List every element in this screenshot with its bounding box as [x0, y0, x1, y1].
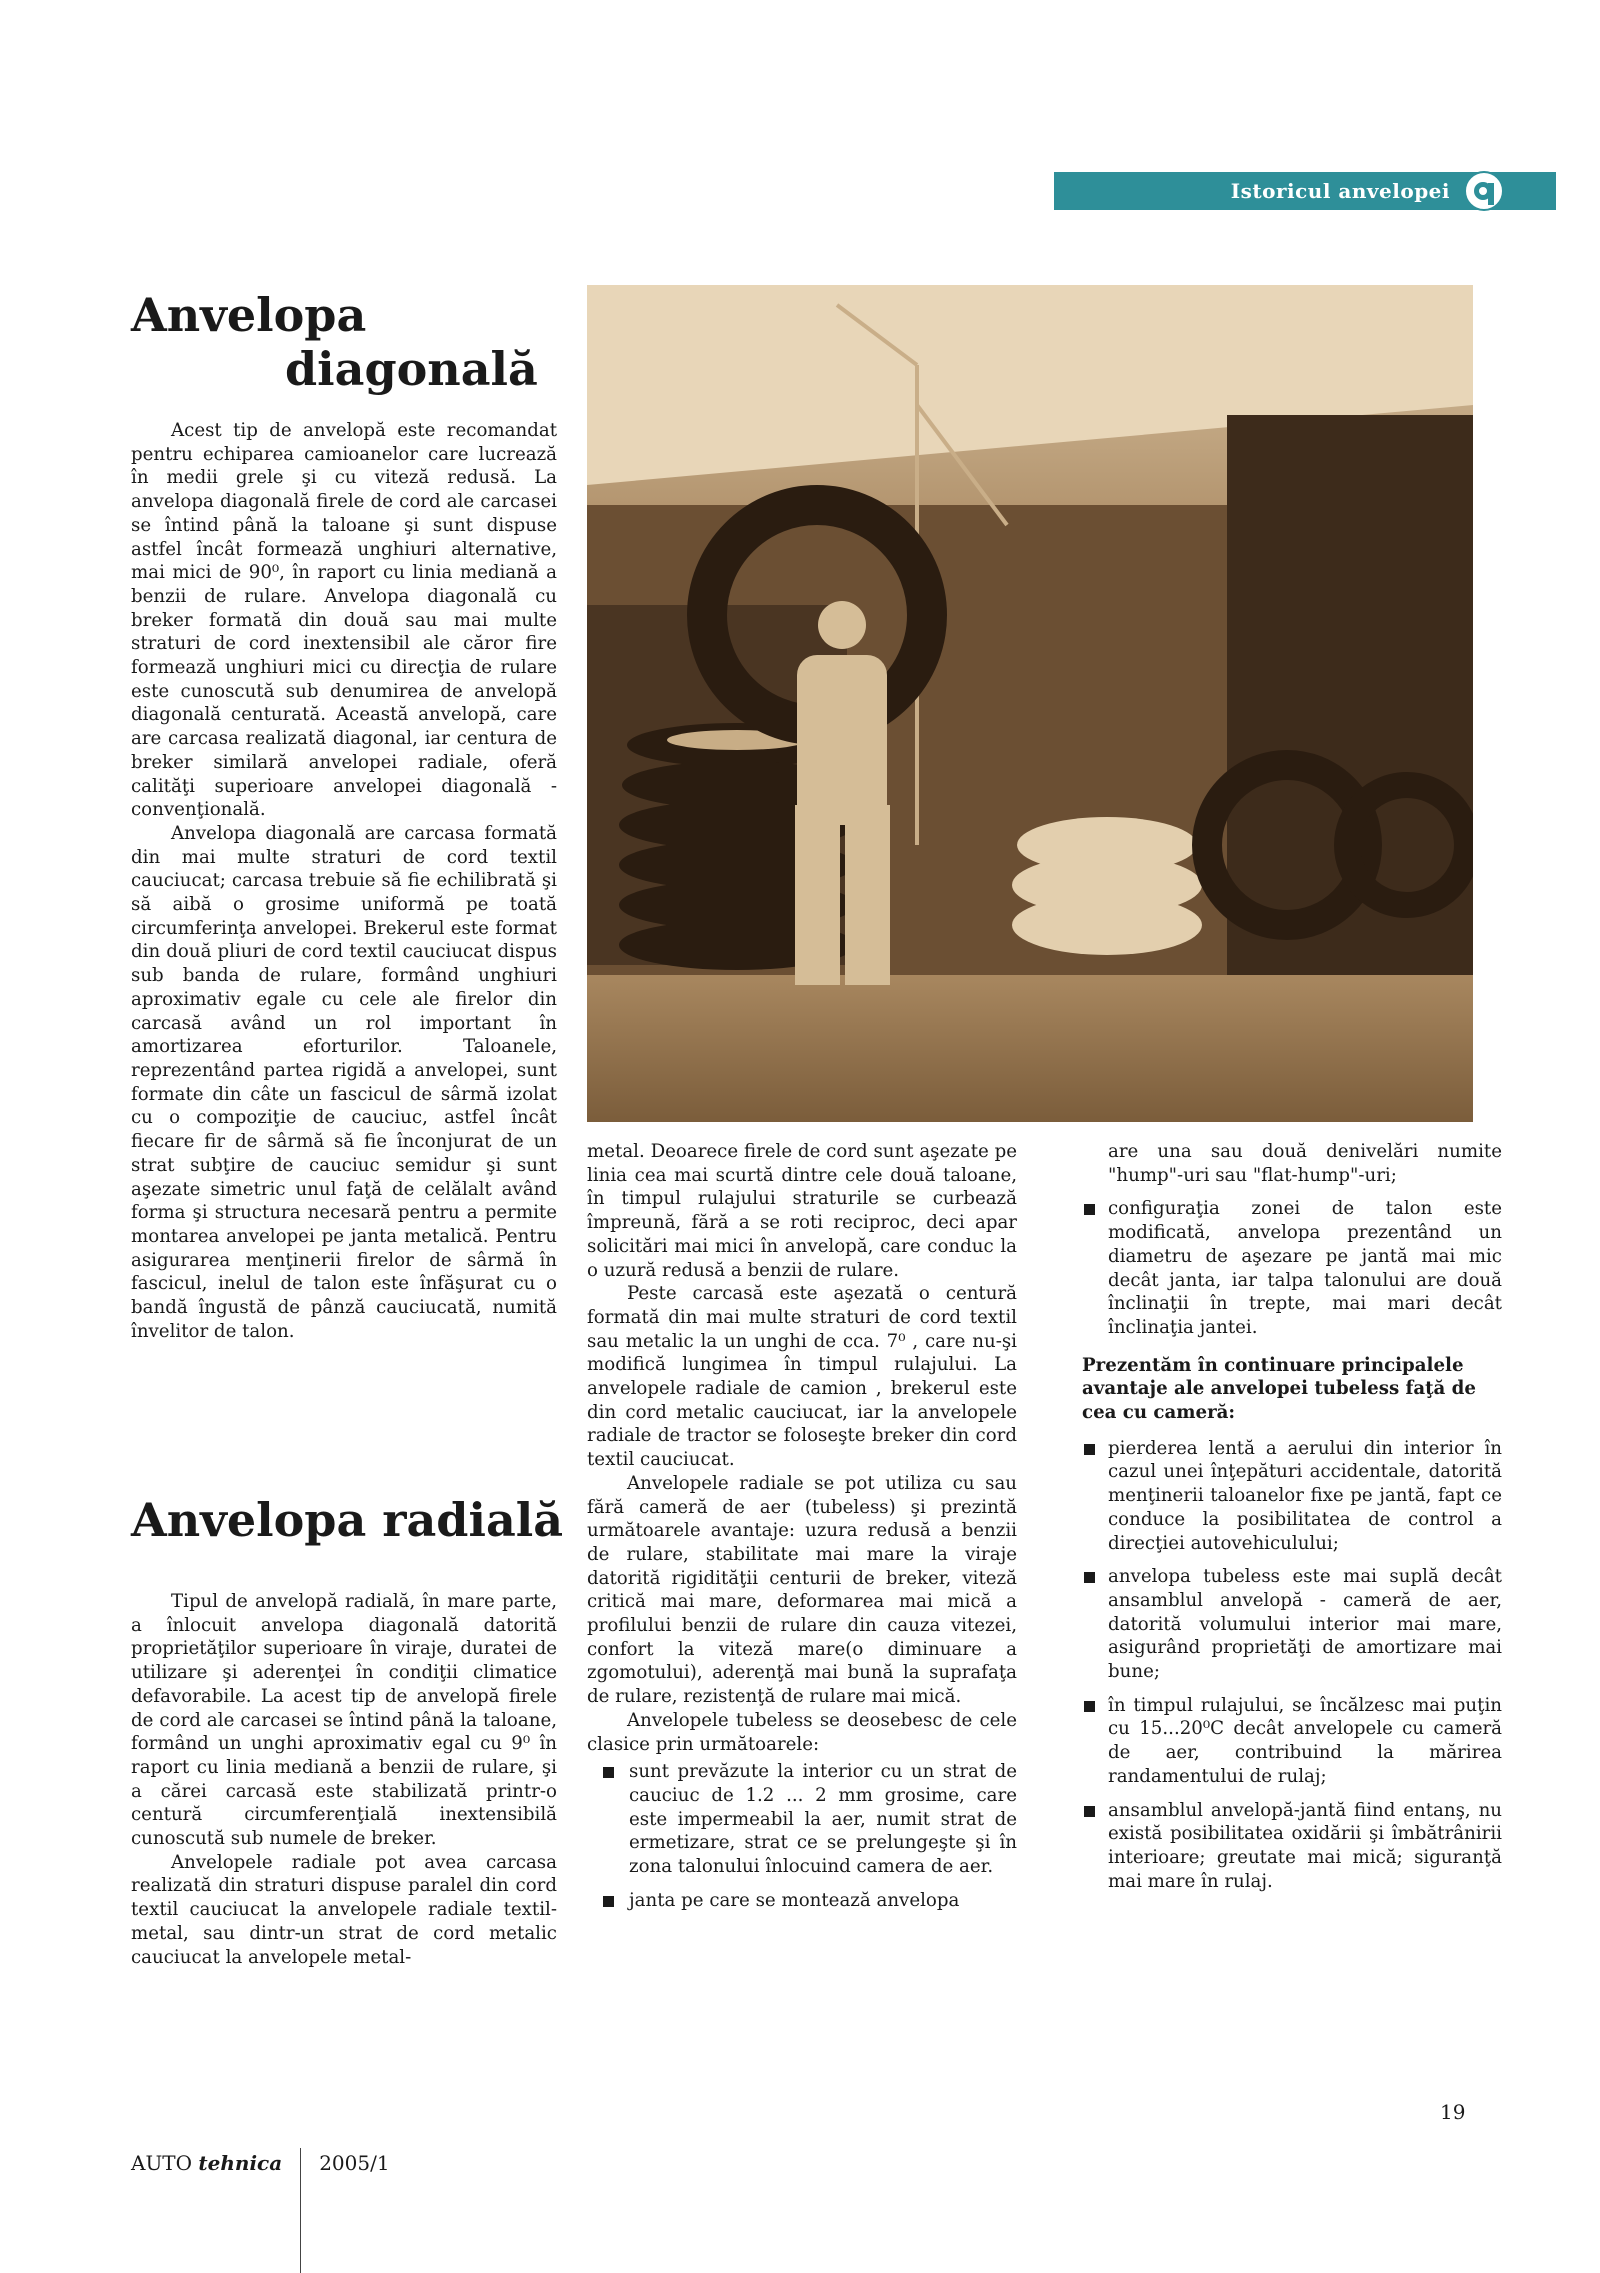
page-footer [131, 2100, 390, 2225]
tubeless-advantages-list [1082, 1437, 1502, 1894]
paragraph: Tipul de anvelopă radială, în mare parte, a înlocuit anvelopa diagonală datorită proprietăţilor superioare în viraje, duratei de utilizare şi aderenţei în condiţii climatice defavorabile. La acest tip de anvelopă firele de cord ale carcasei se întind până la taloane, formând un unghi aproximativ egal cu 9⁰ în raport cu linia mediană a benzii de rulare, şi a cărei carcasă este stabilizată printr-o centură circumferenţială inextensibilă cunoscută sub numele de breker. [131, 1591, 557, 1850]
tubeless-differences-list [587, 1760, 1017, 1912]
list-item: anvelopa tubeless este mai suplă decât ansamblul anvelopă - cameră de aer, datorită volumului interior mai mare, asigurând proprietăţi de amortizare mai bune; [1082, 1565, 1502, 1684]
historic-tire-workshop-photo [587, 285, 1473, 1122]
square-bullet-icon [1084, 1806, 1095, 1817]
list-item: ansamblul anvelopă-jantă fiind entanş, nu există posibilitatea oxidării şi îmbătrânirii interioare; greutate mai mică; siguranţă mai mare în rulaj. [1082, 1799, 1502, 1894]
square-bullet-icon [1084, 1204, 1095, 1215]
paragraph: Anvelopele radiale pot avea carcasa realizată din straturi dispuse paralel din cord textil cauciucat la anvelopele radiale textil-metal, sau dintr-un strat de cord metalic cauciucat la anvelopele metal- [131, 1851, 557, 1968]
square-bullet-icon [1084, 1444, 1095, 1455]
title-line-1: Anvelopa [131, 288, 367, 342]
paragraph: metal. Deoarece firele de cord sunt aşezate pe linia cea mai scurtă dintre cele două taloane, în timpul rulajului straturile se curbează împreună, fără a se roti reciproc, deci apar solicitări mai mici în anvelopă, care conduc la o uzură redusă a benzii de rulare. [587, 1141, 1017, 1281]
article-radial-text-col3 [1082, 1140, 1502, 1903]
square-bullet-icon [1084, 1572, 1095, 1583]
page-number: 19 [1440, 2100, 1466, 2124]
footer-divider [300, 2148, 301, 2273]
paragraph: Peste carcasă este aşezată o centură formată din mai multe straturi de cord textil sau metalic la un unghi de cca. 7⁰ , care nu-şi modifică lungimea în timpul rulajului. La anvelopele radiale de camion , brekerul este din cord metalic cauciucat, iar la anvelopele radiale de tractor se foloseşte breker din cord textil cauciucat. [587, 1283, 1017, 1471]
article-radial-text-col2 [587, 1140, 1017, 1923]
article-radial-text-col1 [131, 1590, 557, 1969]
list-item: sunt prevăzute la interior cu un strat de cauciuc de 1.2 ... 2 mm grosime, care este impermeabil la aer, numit strat de ermetizare, strat ce se prelungeşte şi în zona talonului înlocuind camera de aer. [587, 1760, 1017, 1879]
photo-illustration [587, 285, 1473, 1122]
section-header-bar [1054, 172, 1556, 210]
article-diagonal-text [131, 419, 557, 1343]
article-title-radial: Anvelopa radială [131, 1493, 564, 1547]
paragraph: Anvelopele tubeless se deosebesc de cele clasice prin următoarele: [587, 1709, 1017, 1755]
letter-a-logo-icon [1464, 171, 1504, 211]
square-bullet-icon [1084, 1701, 1095, 1712]
article-title-diagonal [131, 288, 571, 396]
magazine-name: AUTO tehnica [131, 2150, 283, 2175]
paragraph: Anvelopa diagonală are carcasa formată din mai multe straturi de cord textil cauciucat; carcasa trebuie să fie echilibrată şi să aibă o grosime uniformă pe toată circumferinţa anvelopei. Brekerul este format din două pliuri de cord textil cauciucat dispus sub banda de rulare, formând unghiuri aproximativ egale cu cele ale firelor din carcasă având un rol important în amortizarea eforturilor. Taloanele, reprezentând partea rigidă a anvelopei, sunt formate din câte un fascicul de sârmă izolat cu o compoziţie de cauciuc, astfel încât fiecare fir de sârmă să fie înconjurat de un strat subţire de cauciuc semidur şi sunt aşezate simetric unul faţă de celălalt având forma şi structura necesară pentru a permite montarea anvelopei pe janta metalică. Pentru asigurarea menţinerii firelor de sârmă în fascicul, inelul de talon este înfăşurat cu o bandă îngustă de pânză cauciucată, numită învelitor de talon. [131, 822, 557, 1342]
list-item: configuraţia zonei de talon este modificată, anvelopa prezentând un diametru de aşezare pe jantă mai mic decât janta, iar talpa talonului are două înclinaţii în trepte, mai mari decât înclinaţia jantei. [1082, 1197, 1502, 1339]
square-bullet-icon [603, 1767, 614, 1778]
tubeless-differences-list-continued [1082, 1197, 1502, 1339]
section-title: Istoricul anvelopei [1230, 179, 1450, 203]
paragraph: Anvelopele radiale se pot utiliza cu sau fără cameră de aer (tubeless) şi prezintă următoarele avantaje: uzura redusă a benzii de rulare, stabilitate mai mare la viraje datorită rigidităţii centurii de breker, viteză critică mai mare, deformarea mai mică a profilului benzii de rulare din cauza vitezei, confort la viteză mare(o diminuare a zgomotului), aderenţă mai bună la suprafaţa de rulare, rezistenţă de rulare mai mică. [587, 1472, 1017, 1708]
list-item: pierderea lentă a aerului din interior în cazul unei înţepături accidentale, datorită menţinerii taloanelor fixe pe jantă, fapt ce conduce la posibilitatea de control a direcţiei autovehiculului; [1082, 1437, 1502, 1556]
issue-number: 2005/1 [319, 2150, 390, 2175]
advantages-heading: Prezentăm în continuare principalele avantaje ale anvelopei tubeless faţă de cea cu cameră: [1082, 1354, 1476, 1424]
list-item: janta pe care se montează anvelopa [587, 1889, 1017, 1913]
square-bullet-icon [603, 1896, 614, 1907]
list-item-continuation: are una sau două denivelări numite "hump"-uri sau "flat-hump"-uri; [1108, 1141, 1502, 1186]
title-line-2: diagonală [285, 342, 538, 396]
paragraph: Acest tip de anvelopă este recomandat pentru echiparea camioanelor care lucrează în medii grele şi cu viteză redusă. La anvelopa diagonală firele de cord ale carcasei se întind până la taloane şi sunt dispuse astfel încât formează unghiuri alternative, mai mici de 90⁰, în raport cu linia mediană a benzii de rulare. Anvelopa diagonală cu breker formată din două sau mai multe straturi de cord inextensibil ale căror fire formează unghiuri mici cu direcţia de rulare este cunoscută sub denumirea de anvelopă diagonală centurată. Această anvelopă, care are carcasa realizată diagonal, iar centura de breker similară anvelopei radiale, oferă calităţi superioare anvelopei diagonală - convenţională. [131, 420, 557, 821]
list-item: în timpul rulajului, se încălzesc mai puţin cu 15...20⁰C decât anvelopele cu cameră de aer, contribuind la mărirea randamentului de rulaj; [1082, 1694, 1502, 1789]
